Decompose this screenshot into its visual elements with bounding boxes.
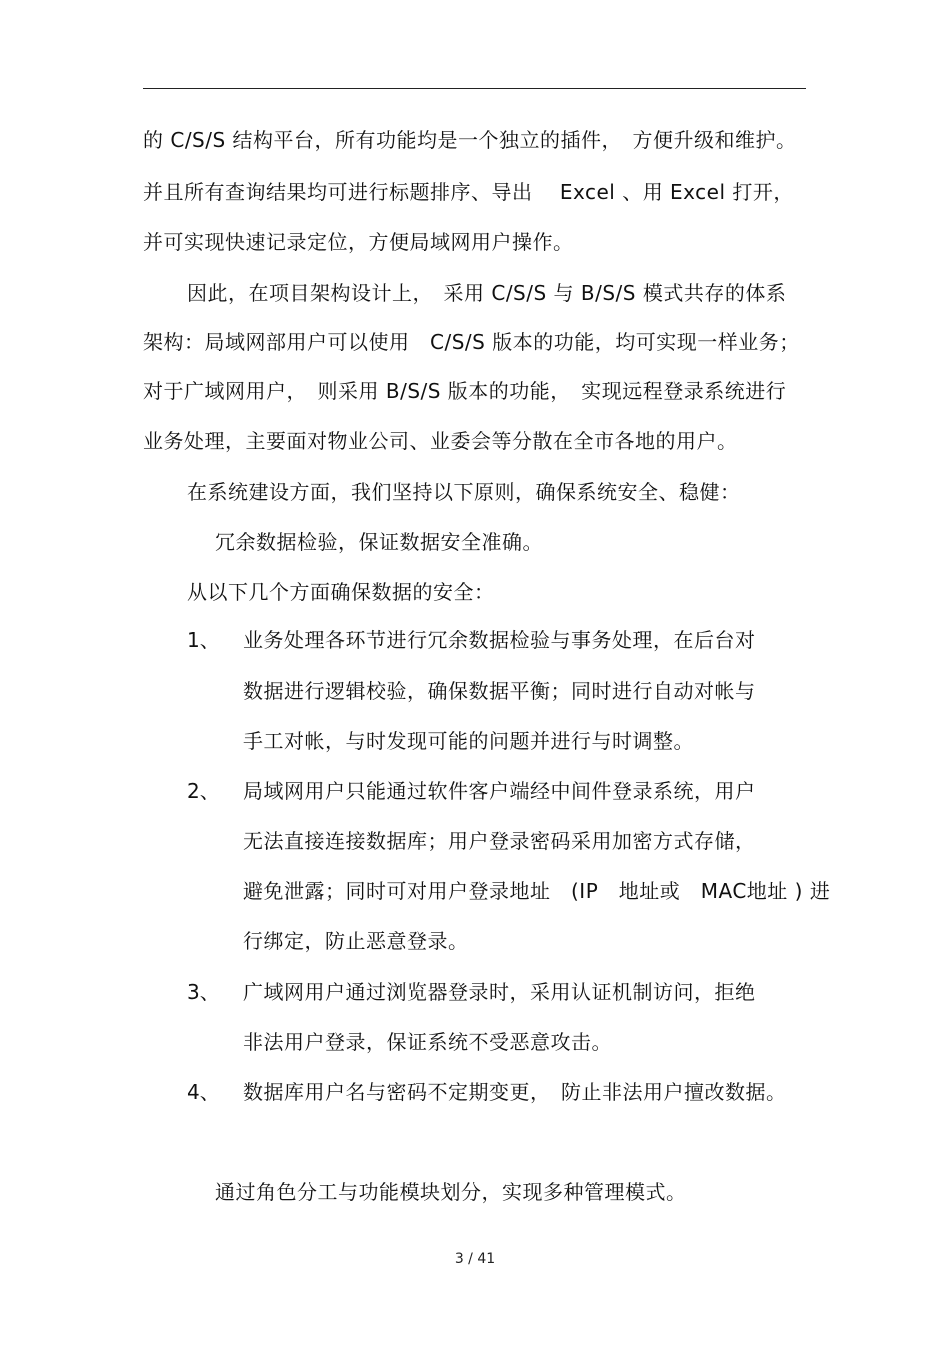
list-item-1-line-3: 手工对帐，与时发现可能的问题并进行与时调整。 [243, 729, 694, 753]
header-rule [143, 88, 806, 89]
list-item-3-number: 3、 [187, 980, 220, 1004]
list-item-3-line-1: 广域网用户通过浏览器登录时，采用认证机制访问，拒绝 [243, 980, 756, 1004]
paragraph-1-line-3: 并可实现快速记录定位，方便局域网用户操作。 [143, 230, 574, 254]
paragraph-1-line-2: 并且所有查询结果均可进行标题排序、导出 Excel 、用 Excel 打开， [143, 180, 794, 204]
list-item-1-number: 1、 [187, 628, 220, 652]
paragraph-1-line-1: 的 C/S/S 结构平台，所有功能均是一个独立的插件， 方便升级和维护。 [143, 128, 797, 152]
list-item-3-line-2: 非法用户登录，保证系统不受恶意攻击。 [243, 1030, 612, 1054]
list-item-4-number: 4、 [187, 1080, 220, 1104]
security-intro: 从以下几个方面确保数据的安全： [187, 580, 495, 604]
list-item-4-line-1: 数据库用户名与密码不定期变更， 防止非法用户擅改数据。 [243, 1080, 787, 1104]
closing-line: 通过角色分工与功能模块划分，实现多种管理模式。 [215, 1180, 687, 1204]
paragraph-2-line-2: 架构：局域网部用户可以使用 C/S/S 版本的功能，均可实现一样业务； [143, 330, 800, 354]
list-item-1-line-1: 业务处理各环节进行冗余数据检验与事务处理，在后台对 [243, 628, 756, 652]
list-item-2-number: 2、 [187, 779, 220, 803]
list-item-2-line-3: 避免泄露；同时可对用户登录地址 (IP 地址或 MAC地址 ) 进 [243, 879, 831, 903]
paragraph-2-line-3: 对于广域网用户， 则采用 B/S/S 版本的功能， 实现远程登录系统进行 [143, 379, 787, 403]
list-item-2-line-1: 局域网用户只能通过软件客户端经中间件登录系统，用户 [243, 779, 756, 803]
principle-intro: 在系统建设方面，我们坚持以下原则，确保系统安全、稳健： [187, 480, 741, 504]
redundancy-line: 冗余数据检验，保证数据安全准确。 [215, 530, 543, 554]
paragraph-2-line-1: 因此，在项目架构设计上， 采用 C/S/S 与 B/S/S 模式共存的体系 [187, 281, 787, 305]
list-item-1-line-2: 数据进行逻辑校验，确保数据平衡；同时进行自动对帐与 [243, 679, 756, 703]
paragraph-2-line-4: 业务处理，主要面对物业公司、业委会等分散在全市各地的用户。 [143, 429, 738, 453]
page-indicator: 3 / 41 [454, 1251, 496, 1267]
list-item-2-line-4: 行绑定，防止恶意登录。 [243, 929, 469, 953]
list-item-2-line-2: 无法直接连接数据库；用户登录密码采用加密方式存储， [243, 829, 756, 853]
